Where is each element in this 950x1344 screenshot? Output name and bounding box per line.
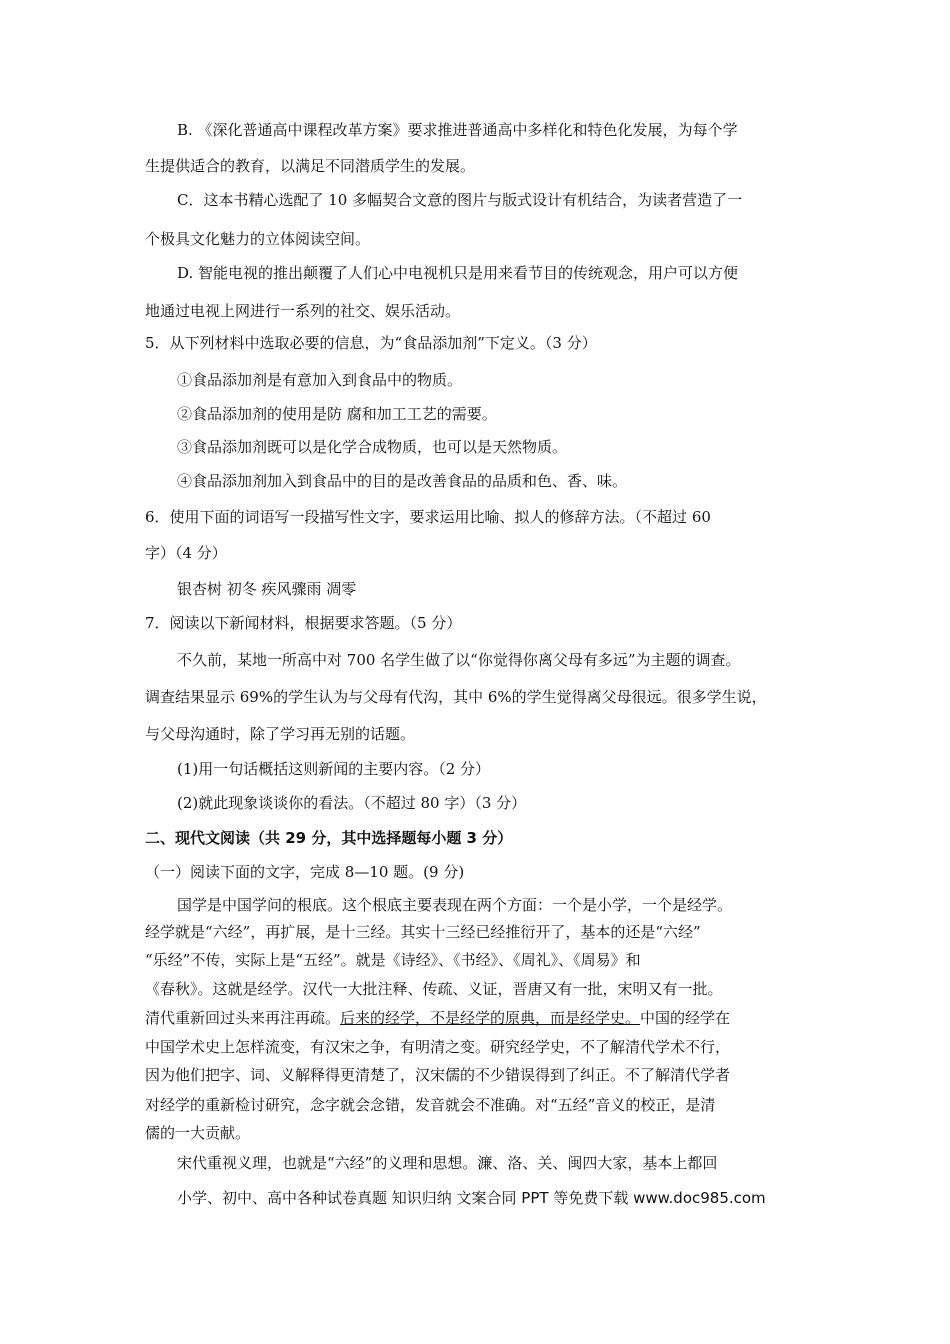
question-7-sub-2: (2)就此现象谈谈你的看法。（不超过 80 字）（3 分） <box>177 794 527 812</box>
passage-line-10: 宋代重视义理，也就是“六经”的义理和思想。濂、洛、关、闽四大家，基本上都回 <box>177 1154 718 1172</box>
passage-line-3: “乐经”不传，实际上是“五经”。就是《诗经》、《书经》、《周礼》、《周易》和 <box>145 951 641 969</box>
news-paragraph-line-1: 不久前，某地一所高中对 700 名学生做了以“你觉得你离父母有多远”为主题的调查。 <box>177 651 741 669</box>
passage-line-5-start: 清代重新回过头来再注再疏。 <box>145 1009 341 1027</box>
passage-line-5-end: 中国的经学在 <box>640 1009 731 1027</box>
news-paragraph-line-3: 与父母沟通时，除了学习再无别的话题。 <box>145 725 416 743</box>
question-6-line-1: 6．使用下面的词语写一段描写性文字，要求运用比喻、拟人的修辞方法。（不超过 60 <box>145 508 711 526</box>
question-5-stem: 5．从下列材料中选取必要的信息，为“食品添加剂”下定义。（3 分） <box>145 334 597 352</box>
option-c-line-1: C．这本书精心选配了 10 多幅契合文意的图片与版式设计有机结合，为读者营造了一 <box>177 191 743 209</box>
news-paragraph-line-2: 调查结果显示 69%的学生认为与父母有代沟，其中 6%的学生觉得离父母很远。很多学生说， <box>145 688 767 706</box>
question-7-stem: 7．阅读以下新闻材料，根据要求答题。（5 分） <box>145 614 462 632</box>
passage-line-5 <box>145 1008 810 1028</box>
question-6-line-2: 字）（4 分） <box>145 544 227 562</box>
passage-line-4: 《春秋》。这就是经学。汉代一大批注释、传疏、义证，晋唐又有一批，宋明又有一批。 <box>145 980 723 998</box>
question-5-item: ②食品添加剂的使用是防 腐和加工工艺的需要。 <box>177 405 497 423</box>
option-b-line-1: B. 《深化普通高中课程改革方案》要求推进普通高中多样化和特色化发展，为每个学 <box>177 121 738 139</box>
section-2-heading: 二、现代文阅读（共 29 分，其中选择题每小题 3 分） <box>145 829 513 847</box>
question-6-words: 银杏树 初冬 疾风骤雨 凋零 <box>177 580 357 598</box>
option-d-line-2: 地通过电视上网进行一系列的社交、娱乐活动。 <box>145 302 461 320</box>
question-7-sub-1: (1)用一句话概括这则新闻的主要内容。（2 分） <box>177 760 491 778</box>
passage-line-6: 中国学术史上怎样流变，有汉宋之争，有明清之变。研究经学史，不了解清代学术不行， <box>145 1038 731 1056</box>
passage-line-7: 因为他们把字、词、义解释得更清楚了，汉宋儒的不少错误得到了纠正。不了解清代学者 <box>145 1066 731 1084</box>
section-2-subheading: （一）阅读下面的文字，完成 8—10 题。(9 分) <box>145 863 465 881</box>
passage-line-9: 儒的一大贡献。 <box>145 1124 251 1142</box>
option-c-line-2: 个极具文化魅力的立体阅读空间。 <box>145 230 371 248</box>
option-b-line-2: 生提供适合的教育，以满足不同潜质学生的发展。 <box>145 157 476 175</box>
question-5-item: ①食品添加剂是有意加入到食品中的物质。 <box>177 371 463 389</box>
underlined-sentence: 后来的经学，不是经学的原典，而是经学史。 <box>340 1009 641 1027</box>
passage-line-2: 经学就是“六经”，再扩展，是十三经。其实十三经已经推衍开了，基本的还是“六经” <box>145 923 701 941</box>
option-d-line-1: D. 智能电视的推出颠覆了人们心中电视机只是用来看节目的传统观念，用户可以方便 <box>177 264 739 282</box>
passage-line-8: 对经学的重新检讨研究，念字就会念错，发音就会不准确。对“五经”音义的校正，是清 <box>145 1096 716 1114</box>
question-5-item: ③食品添加剂既可以是化学合成物质，也可以是天然物质。 <box>177 438 568 456</box>
passage-line-1: 国学是中国学问的根底。这个根底主要表现在两个方面：一个是小学，一个是经学。 <box>177 896 733 914</box>
question-5-item: ④食品添加剂加入到食品中的目的是改善食品的品质和色、香、味。 <box>177 472 628 490</box>
footer-download-notice: 小学、初中、高中各种试卷真题 知识归纳 文案合同 PPT 等免费下载 www.doc985.com <box>177 1189 766 1207</box>
